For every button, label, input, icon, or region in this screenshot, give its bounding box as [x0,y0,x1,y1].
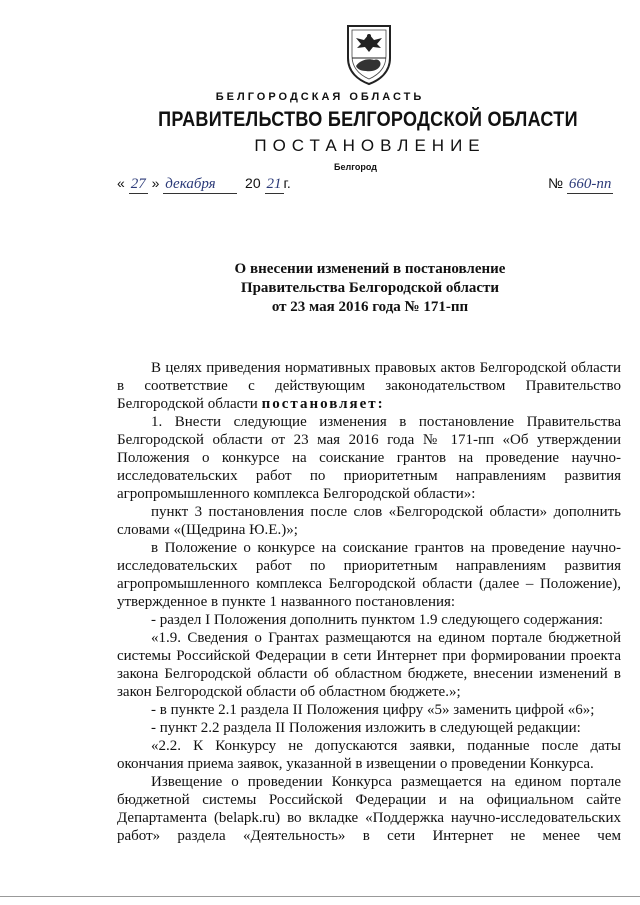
paragraph-1 [117,359,621,413]
paragraph-9: «2.2. К Конкурсу не допускаются заявки, поданные после даты окончания приема заявок, указанной в извещении о проведении Конкурса. [117,738,621,772]
paragraph-1-text: В целях приведения нормативных правовых актов Белгородской области в соответствие с действующим законодательством Правительство Белгородской области [117,360,621,412]
paragraph-6: «1.9. Сведения о Грантах размещаются на едином портале бюджетной системы Российской Федерации в сети Интернет при формировании проекта закона Белгородской области об областном бюджете, внесении изменений в закон Белгородской области об областном бюджете.»; [117,630,621,700]
document-type: ПОСТАНОВЛЕНИЕ [254,136,486,155]
paragraph-1-resolves: постановляет: [261,396,385,412]
paragraph-5: - раздел I Положения дополнить пунктом 1.9 следующего содержания: [151,612,604,628]
paragraph-8: - пункт 2.2 раздела II Положения изложить в следующей редакции: [151,720,581,736]
date-day: 27 [130,176,146,192]
decree-title [0,260,640,317]
date-year: 21 [266,176,282,192]
document-body [117,359,621,845]
paragraph-4: в Положение о конкурсе на соискание грантов на проведение научно-исследовательских работ по приоритетным направлениям развития агропромышленного комплекса Белгородской области (далее – Положение), утвержденное в пункте 1 названного постановления: [117,540,621,610]
date-close-quote: » [151,175,160,191]
page-bottom-divider [0,896,640,897]
paragraph-10: Извещение о проведении Конкурса размещается на едином портале бюджетной системы Российской Федерации и на официальном сайте Департамента (belapk.ru) во вкладке «Поддержка научно-исследовательских работ» раздела «Деятельность» в сети Интернет не менее чем [117,774,621,844]
number-value: 660-пп [568,176,612,192]
paragraph-2: 1. Внести следующие изменения в постановление Правительства Белгородской области от 23 мая 2016 года № 171-пп «Об утверждении Положения о конкурсе на соискание грантов на проведение научно-исследовательских работ по приоритетным направлениям развития агропромышленного комплекса Белгородской области»: [117,414,621,502]
title-line-3: от 23 мая 2016 года № 171-пп [271,299,469,315]
paragraph-7: - в пункте 2.1 раздела II Положения цифру «5» заменить цифрой «6»; [151,702,595,718]
decree-date [117,175,291,194]
title-line-2: Правительства Белгородской области [240,280,500,296]
government-name: ПРАВИТЕЛЬСТВО БЕЛГОРОДСКОЙ ОБЛАСТИ [158,108,578,131]
date-month: декабря [165,176,216,192]
paragraph-3: пункт 3 постановления после слов «Белгородской области» дополнить словами «(Щедрина Ю.Е.)»; [117,504,621,538]
date-open-quote: « [117,175,125,191]
city-name: Белгород [334,162,377,172]
region-name: БЕЛГОРОДСКАЯ ОБЛАСТЬ [215,91,425,103]
date-year-prefix: 20 [245,175,261,191]
coat-of-arms-icon [342,22,396,86]
title-line-1: О внесении изменений в постановление [234,261,506,277]
decree-number [548,175,613,194]
date-year-suffix: г. [283,175,291,191]
number-prefix: № [548,175,564,191]
